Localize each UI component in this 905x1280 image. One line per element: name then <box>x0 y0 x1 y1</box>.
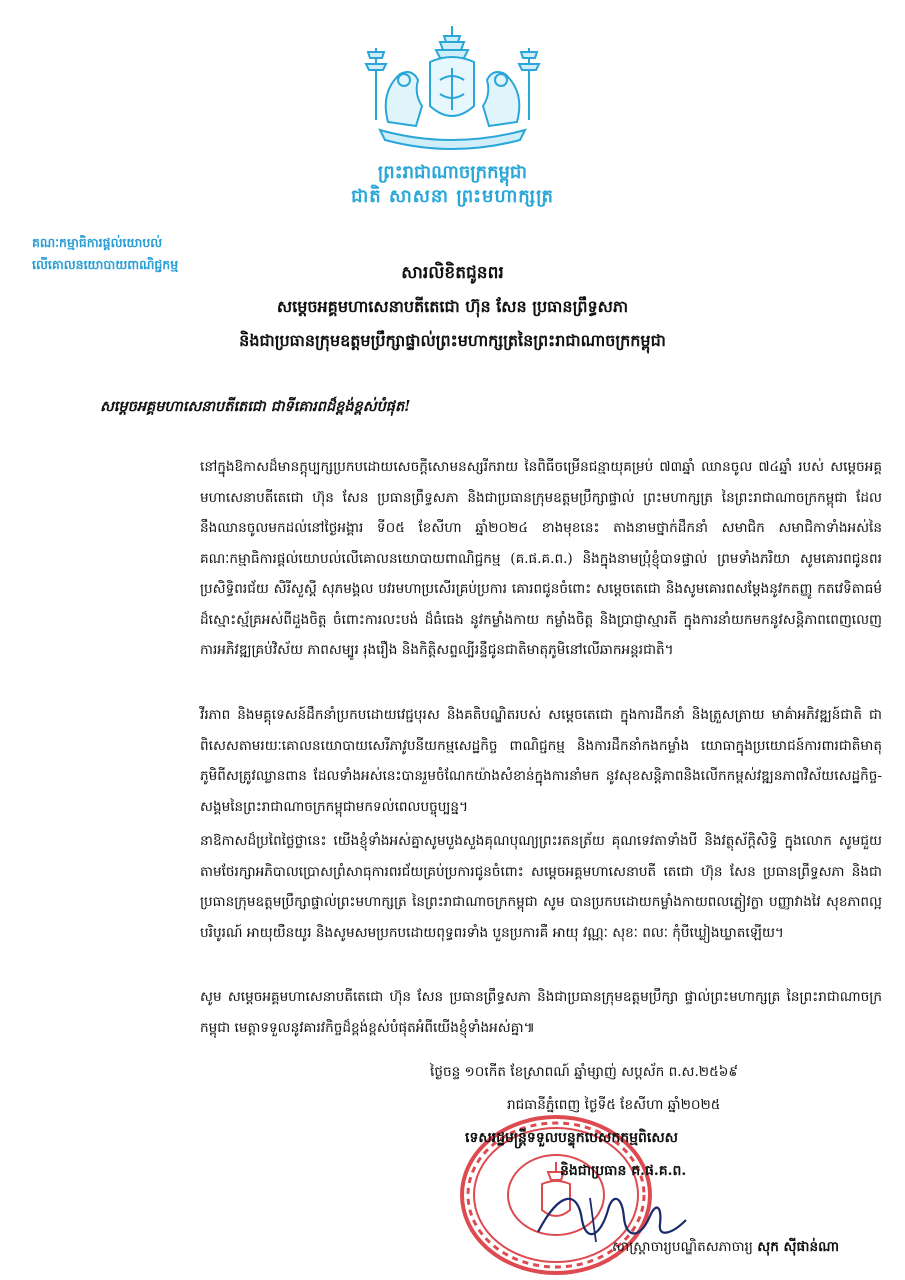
body-paragraph-3 <box>142 826 882 948</box>
national-motto: ជាតិ សាសនា ព្រះមហាក្សត្រ <box>351 186 554 207</box>
body-paragraph-2 <box>142 700 882 822</box>
signer-name: សុក ស៊ីផាន់ណា <box>757 1239 839 1255</box>
royal-arms-icon <box>360 22 545 157</box>
lunar-date: ថ្ងៃចន្ទ ១០កើត ខែស្រាពណ៍ ឆ្នាំម្សាញ់ សប្តស័ក ព.ស.២៥៦៩ <box>430 1064 738 1080</box>
letter-title: សារលិខិតជូនពរ <box>401 263 504 283</box>
signer-title-line-1: ទេសរដ្ឋមន្ត្រីទទួលបន្ទុកបេសកកម្មពិសេស <box>465 1130 679 1146</box>
letter-recipient-line-1: សម្តេចអគ្គមហាសេនាបតីតេជោ ហ៊ុន សែន ប្រធានព្រឹទ្ធសភា <box>276 297 629 316</box>
body-paragraph-4 <box>142 982 882 1043</box>
kingdom-name: ព្រះរាជាណាចក្រកម្ពុជា <box>377 162 528 183</box>
signer-name-line <box>612 1238 839 1258</box>
letter-recipient-line-2: និងជាប្រធានក្រុមឧត្តមប្រឹក្សាផ្ទាល់ព្រះមហាក្សត្រនៃព្រះរាជាណាចក្រកម្ពុជា <box>239 331 666 350</box>
signer-rank: សាស្ត្រាចារ្យបណ្ឌិតសភាចារ្យ <box>612 1239 753 1255</box>
committee-line-2: លើគោលនយោបាយពាណិជ្ជកម្ម <box>32 257 179 272</box>
paragraph-text: នៅក្នុងឱកាសដ៏មានក្តុប្បក្សប្រកបដោយសេចក្តីសោមនស្សរីករាយ នៃពិធីចម្រើនជន្មាយុគម្រប់ ៧៣ឆ្នាំ ឈានចូល ៧៤ឆ្នាំ របស់ សម្តេចអគ្គមហាសេនាបតីតេជោ ហ៊ុន សែន ប្រធានព្រឹទ្ធសភា និងជាប្រធានក្រុមឧត្តមប្រឹក្សាផ្ទាល់ ព្រះមហាក្សត្រ នៃព្រះរាជាណាចក្រកម្ពុជា ដែលនឹងឈានចូលមកដល់នៅថ្ងៃអង្គារ ទី០៥ ខែសីហា ឆ្នាំ២០២៤ ខាងមុខនេះ តាងនាមថ្នាក់ដឹកនាំ សមាជិក សមាជិកាទាំងអស់នៃគណៈកម្មាធិការផ្តល់យោបល់លើគោលនយោបាយពាណិជ្ជកម្ម (គ.ផ.គ.ព.) និងក្នុងនាមប្រុំខ្ញុំបាទផ្ទាល់ ព្រមទាំងភរិយា សូមគោរពជូនពរប្រសិទ្ធិពរជ័យ សិរីសួស្តី សុភមង្គល បវរមហាប្រសើរគ្រប់ប្រការ គោរពជូនចំពោះ សម្តេចតេជោ និងសូមគោរពសម្តែងនូវកតញ្ញូ កតវេទិតាធម៌ដ៏ស្មោះស្ម័គ្រអស់ពីដួងចិត្ត ចំពោះការលះបង់ ដ៏ធំធេង នូវកម្លាំងកាយ កម្លាំងចិត្ត និងប្រាជ្ញាស្មារតី ក្នុងការនាំយកមកនូវសន្តិភាពពេញលេញ ការអភិវឌ្ឍគ្រប់វិស័យ ភាពសម្បូរ រុងរឿង និងកិត្តិសព្ទល្បីរន្ទឺជូនជាតិមាតុភូមិនៅលើឆាកអន្តរជាតិ។ <box>200 459 882 658</box>
signer-title-line-2: និងជាប្រធាន គ.ផ.គ.ព. <box>560 1163 687 1179</box>
body-paragraph-1 <box>142 452 882 666</box>
paragraph-text: វីរភាព និងមគ្គុទេសន៍ដឹកនាំប្រកបដោយវេជ្ជបុរស និងគតិបណ្ឌិតរបស់ សម្តេចតេជោ ក្នុងការដឹកនាំ និងត្រួសត្រាយ មាគ៌ាអភិវឌ្ឍន៍ជាតិ ជាពិសេសតាមរយៈគោលនយោបាយសេរីភាវូបនីយកម្មសេដ្ឋកិច្ច ពាណិជ្ជកម្ម និងការដឹកនាំកងកម្លាំង យោធាក្នុងប្រយោជន៍ការពារជាតិមាតុភូមិពីសត្រូវឈ្លានពាន ដែលទាំងអស់នេះបានរួមចំណែកយ៉ាងសំខាន់ក្នុងការនាំមក នូវសុខសន្តិភាពនិងលើកកម្ពស់វឌ្ឍនភាពវិស័យសេដ្ឋកិច្ច-សង្គមនៃព្រះរាជាណាចក្រកម្ពុជាមកទល់ពេលបច្ចុប្បន្ន។ <box>200 707 882 815</box>
paragraph-text: សូម សម្តេចអគ្គមហាសេនាបតីតេជោ ហ៊ុន សែន ប្រធានព្រឹទ្ធសភា និងជាប្រធានក្រុមឧត្តមប្រឹក្សា ផ្ទាល់ព្រះមហាក្សត្រ នៃព្រះរាជាណាចក្រកម្ពុជា មេត្តាទទួលនូវគារវកិច្ចដ៏ខ្ពង់ខ្ពស់បំផុតអំពីយើងខ្ញុំទាំងអស់គ្នា៕ <box>200 989 882 1036</box>
place-and-date: រាជធានីភ្នំពេញ ថ្ងៃទី៥ ខែសីហា ឆ្នាំ២០២៥ <box>507 1097 721 1113</box>
paragraph-text: នាឱកាសដ៏ប្រពៃថ្លៃថ្លានេះ យើងខ្ញុំទាំងអស់គ្នាសូមបួងសួងគុណបុណ្យព្រះរតនត្រ័យ គុណទេវតាទាំងបី និងវត្ថុស័ក្តិសិទ្ធិ ក្នុងលោក សូមជួយតាមថែរក្សាអភិបាលប្រោសព្រំសាធុការពរជ័យគ្រប់ប្រការជូនចំពោះ សម្តេចអគ្គមហាសេនាបតី តេជោ ហ៊ុន សែន ប្រធានព្រឹទ្ធសភា និងជាប្រធានក្រុមឧត្តមប្រឹក្សាផ្ទាល់ព្រះមហាក្សត្រ នៃព្រះរាជាណាចក្រកម្ពុជា សូម បានប្រកបដោយកម្លាំងកាយពលភ្លៀវក្លា បញ្ញាវាងវៃ សុខភាពល្អបរិបូរណ៍ អាយុយឺនយូរ និងសូមសមប្រកបដោយពុទ្ធពរទាំង បួនប្រការគឺ អាយុ វណ្ណៈ សុខៈ ពលៈ កុំបីឃ្លៀងឃ្លាតឡើយ។ <box>200 833 882 941</box>
salutation: សម្តេចអគ្គមហាសេនាបតីតេជោ ជាទីគោរពដ៏ខ្ពង់ខ្ពស់បំផុត! <box>100 398 411 415</box>
committee-line-1: គណៈកម្មាធិការផ្តល់យោបល់ <box>32 235 163 250</box>
